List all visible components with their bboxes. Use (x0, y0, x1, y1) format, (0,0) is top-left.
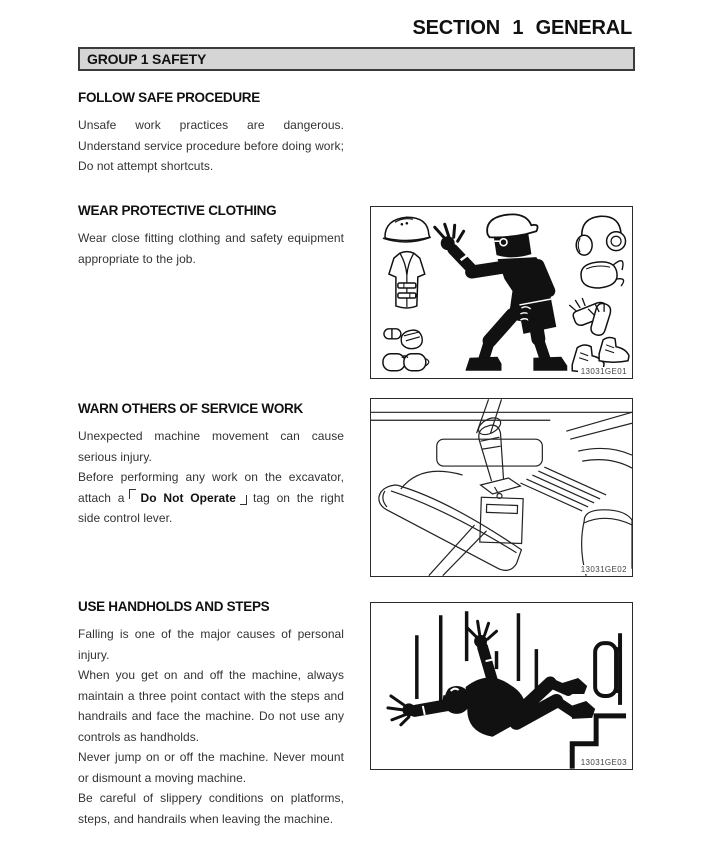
tag-sentence-before: Before performing any work on the excavator, attach a (78, 470, 344, 505)
section-paragraph: Never jump on or off the machine. Never mount or dismount a moving machine. (78, 750, 344, 785)
section-paragraph: Unsafe work practices are dangerous. Understand service procedure before doing work; Do not attempt shortcuts. (78, 118, 344, 173)
do-not-operate-illustration (371, 399, 632, 576)
section-paragraph: Falling is one of the major causes of personal injury. (78, 627, 344, 662)
figure-code: 13031GE01 (578, 367, 627, 376)
gloves-icon (569, 298, 610, 335)
section-paragraph-tag-sentence (78, 467, 344, 529)
handhold (595, 633, 620, 705)
section-paragraph: Be careful of slippery conditions on platforms, steps, and handrails when leaving the machine. (78, 791, 344, 826)
protective-clothing-illustration (371, 207, 632, 378)
section-wear-protective-clothing (78, 203, 344, 269)
section-paragraph: When you get on and off the machine, always maintain a three point contact with the steps and handrails and face the machine. Do not use any controls as handholds. (78, 668, 344, 744)
worker-silhouette (435, 214, 567, 370)
corner-bracket-open-icon (129, 489, 136, 499)
safety-goggles-icon (383, 354, 429, 371)
section-warn-others-of-service-work (78, 401, 344, 529)
do-not-operate-tag-label: Do Not Operate (140, 490, 236, 505)
section-follow-safe-procedure (78, 90, 344, 177)
falling-worker-silhouette (388, 621, 595, 737)
section-heading: WEAR PROTECTIVE CLOTHING (78, 203, 277, 218)
figure-falling-person (370, 602, 633, 770)
figure-code: 13031GE03 (578, 758, 627, 767)
section-paragraph: Wear close fitting clothing and safety equipment appropriate to the job. (78, 231, 344, 266)
section-heading: WARN OTHERS OF SERVICE WORK (78, 401, 303, 416)
section-paragraph: Unexpected machine movement can cause serious injury. (78, 429, 344, 464)
corner-bracket-close-icon (240, 495, 247, 505)
figure-protective-clothing (370, 206, 633, 379)
ear-plugs-icon (384, 329, 422, 349)
dust-mask-icon (581, 261, 624, 288)
safety-vest-icon (389, 252, 425, 308)
section-heading: USE HANDHOLDS AND STEPS (78, 599, 270, 614)
falling-person-illustration (371, 603, 632, 769)
group-title-bar: GROUP 1 SAFETY (78, 47, 635, 71)
section-use-handholds-and-steps (78, 599, 344, 829)
hard-hat-icon (383, 217, 431, 242)
tag-sentence-after: tag on the right side control lever. (78, 490, 344, 525)
ear-muffs-icon (576, 216, 625, 255)
page-title: SECTION 1 GENERAL (412, 17, 632, 39)
section-heading: FOLLOW SAFE PROCEDURE (78, 90, 260, 105)
figure-do-not-operate-tag (370, 398, 633, 577)
figure-code: 13031GE02 (578, 565, 627, 574)
